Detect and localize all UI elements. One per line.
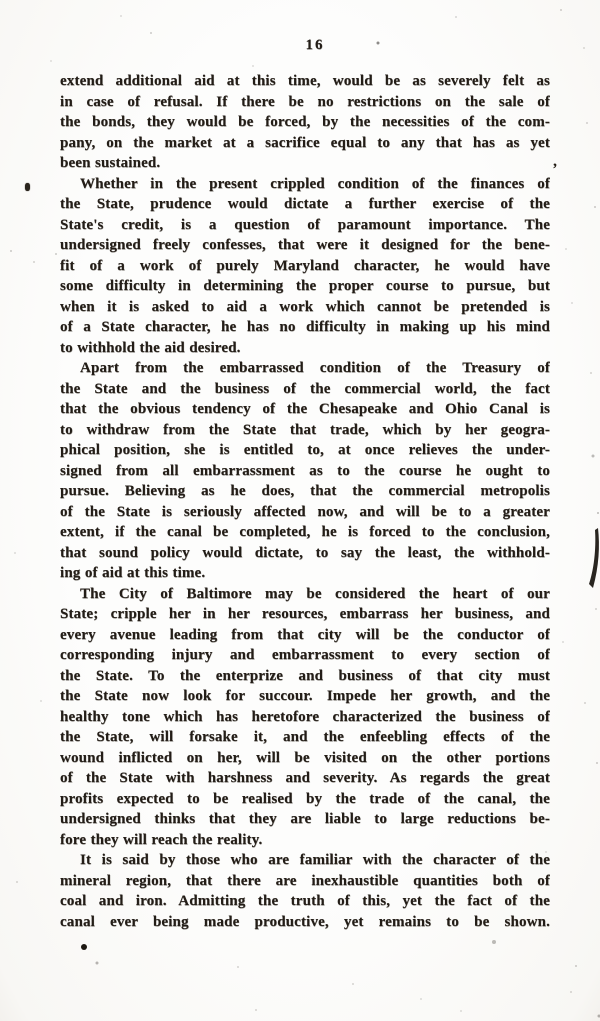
text-line: the State and the business of the commercial world, the fact [60, 380, 550, 397]
text-line: the State now look for succour. Impede her growth, and the [60, 688, 550, 704]
text-line: mineral region, that there are inexhaustible quantities both of [60, 872, 550, 889]
text-line: the State. To the enterprize and business of that city must [60, 667, 550, 684]
text-line: the State, will forsake it, and the enfeebling effects of the [60, 729, 550, 745]
text-line: Whether in the present crippled condition of the finances of [80, 175, 550, 192]
text-line: that the obvious tendency of the Chesapeake and Ohio Canal is [60, 401, 550, 417]
text-line: coal and iron. Admitting the truth of this, yet the fact of the [60, 893, 550, 909]
text-line: every avenue leading from that city will be the conductor of [60, 626, 550, 643]
paragraph [60, 71, 550, 174]
text-line: pany, on the market at a sacrifice equal to any that has as yet [60, 134, 550, 151]
text-line: extend additional aid at this time, would be as severely felt as [60, 73, 550, 89]
text-line: It is said by those who are familiar with the character of the [80, 852, 550, 868]
text-line: The City of Baltimore may be considered the heart of our [80, 585, 550, 602]
text-line: of the State is seriously affected now, and will be to a greater [60, 503, 550, 520]
text-line: the State, prudence would dictate a further exercise of the [60, 196, 550, 212]
text-line: corresponding injury and embarrassment to every section of [60, 647, 550, 663]
ink-stroke-artifact [588, 528, 600, 590]
paragraph [60, 358, 550, 584]
text-line: of a State character, he has no difficulty in making up his mind [60, 319, 550, 335]
text-line: healthy tone which has heretofore characterized the business of [60, 708, 550, 725]
text-line: been sustained. [60, 155, 161, 171]
text-line: of the State with harshness and severity. As regards the great [60, 770, 550, 786]
page-number: 16 [305, 37, 325, 53]
text-line: pursue. Believing as he does, that the commercial metropolis [60, 483, 550, 499]
ink-dot-artifact [81, 944, 87, 950]
stray-comma-artifact: , [553, 153, 557, 170]
text-line: signed from all embarrassment as to the course he ought to [60, 462, 550, 479]
text-line: to withhold the aid desired. [60, 339, 241, 356]
body-text-block [60, 71, 550, 932]
text-line: when it is asked to aid a work which cannot be pretended is [60, 298, 550, 315]
text-line: undersigned freely confesses, that were it designed for the bene- [60, 237, 550, 253]
text-line: phical position, she is entitled to, at once relieves the under- [60, 442, 550, 458]
paragraph [60, 850, 550, 932]
text-line: ing of aid at this time. [60, 565, 206, 581]
text-line: fore they will reach the reality. [60, 831, 263, 848]
text-line: wound inflicted on her, will be visited on the other portions [60, 749, 550, 766]
text-line: canal ever being made productive, yet remains to be shown. [60, 913, 550, 930]
ink-blob-artifact [25, 183, 30, 191]
text-line: profits expected to be realised by the trade of the canal, the [60, 790, 550, 807]
paragraph [60, 584, 550, 851]
text-line: some difficulty in determining the proper course to pursue, but [60, 278, 550, 294]
text-line: in case of refusal. If there be no restrictions on the sale of [60, 93, 550, 110]
text-line: extent, if the canal be completed, he is forced to the conclusion, [60, 524, 550, 540]
text-line: fit of a work of purely Maryland character, he would have [60, 257, 550, 274]
paragraph [60, 174, 550, 359]
text-line: to withdraw from the State that trade, which by her geogra- [60, 421, 550, 438]
text-line: Apart from the embarrassed condition of the Treasury of [80, 360, 550, 376]
text-line: that sound policy would dictate, to say the least, the withhold- [60, 544, 550, 561]
text-line: State; cripple her in her resources, embarrass her business, and [60, 606, 550, 622]
text-line: the bonds, they would be forced, by the necessities of the com- [60, 114, 550, 130]
text-line: State's credit, is a question of paramount importance. The [60, 216, 550, 233]
text-line: undersigned thinks that they are liable to large reductions be- [60, 811, 550, 827]
scan-noise-speckles [0, 0, 2, 2]
